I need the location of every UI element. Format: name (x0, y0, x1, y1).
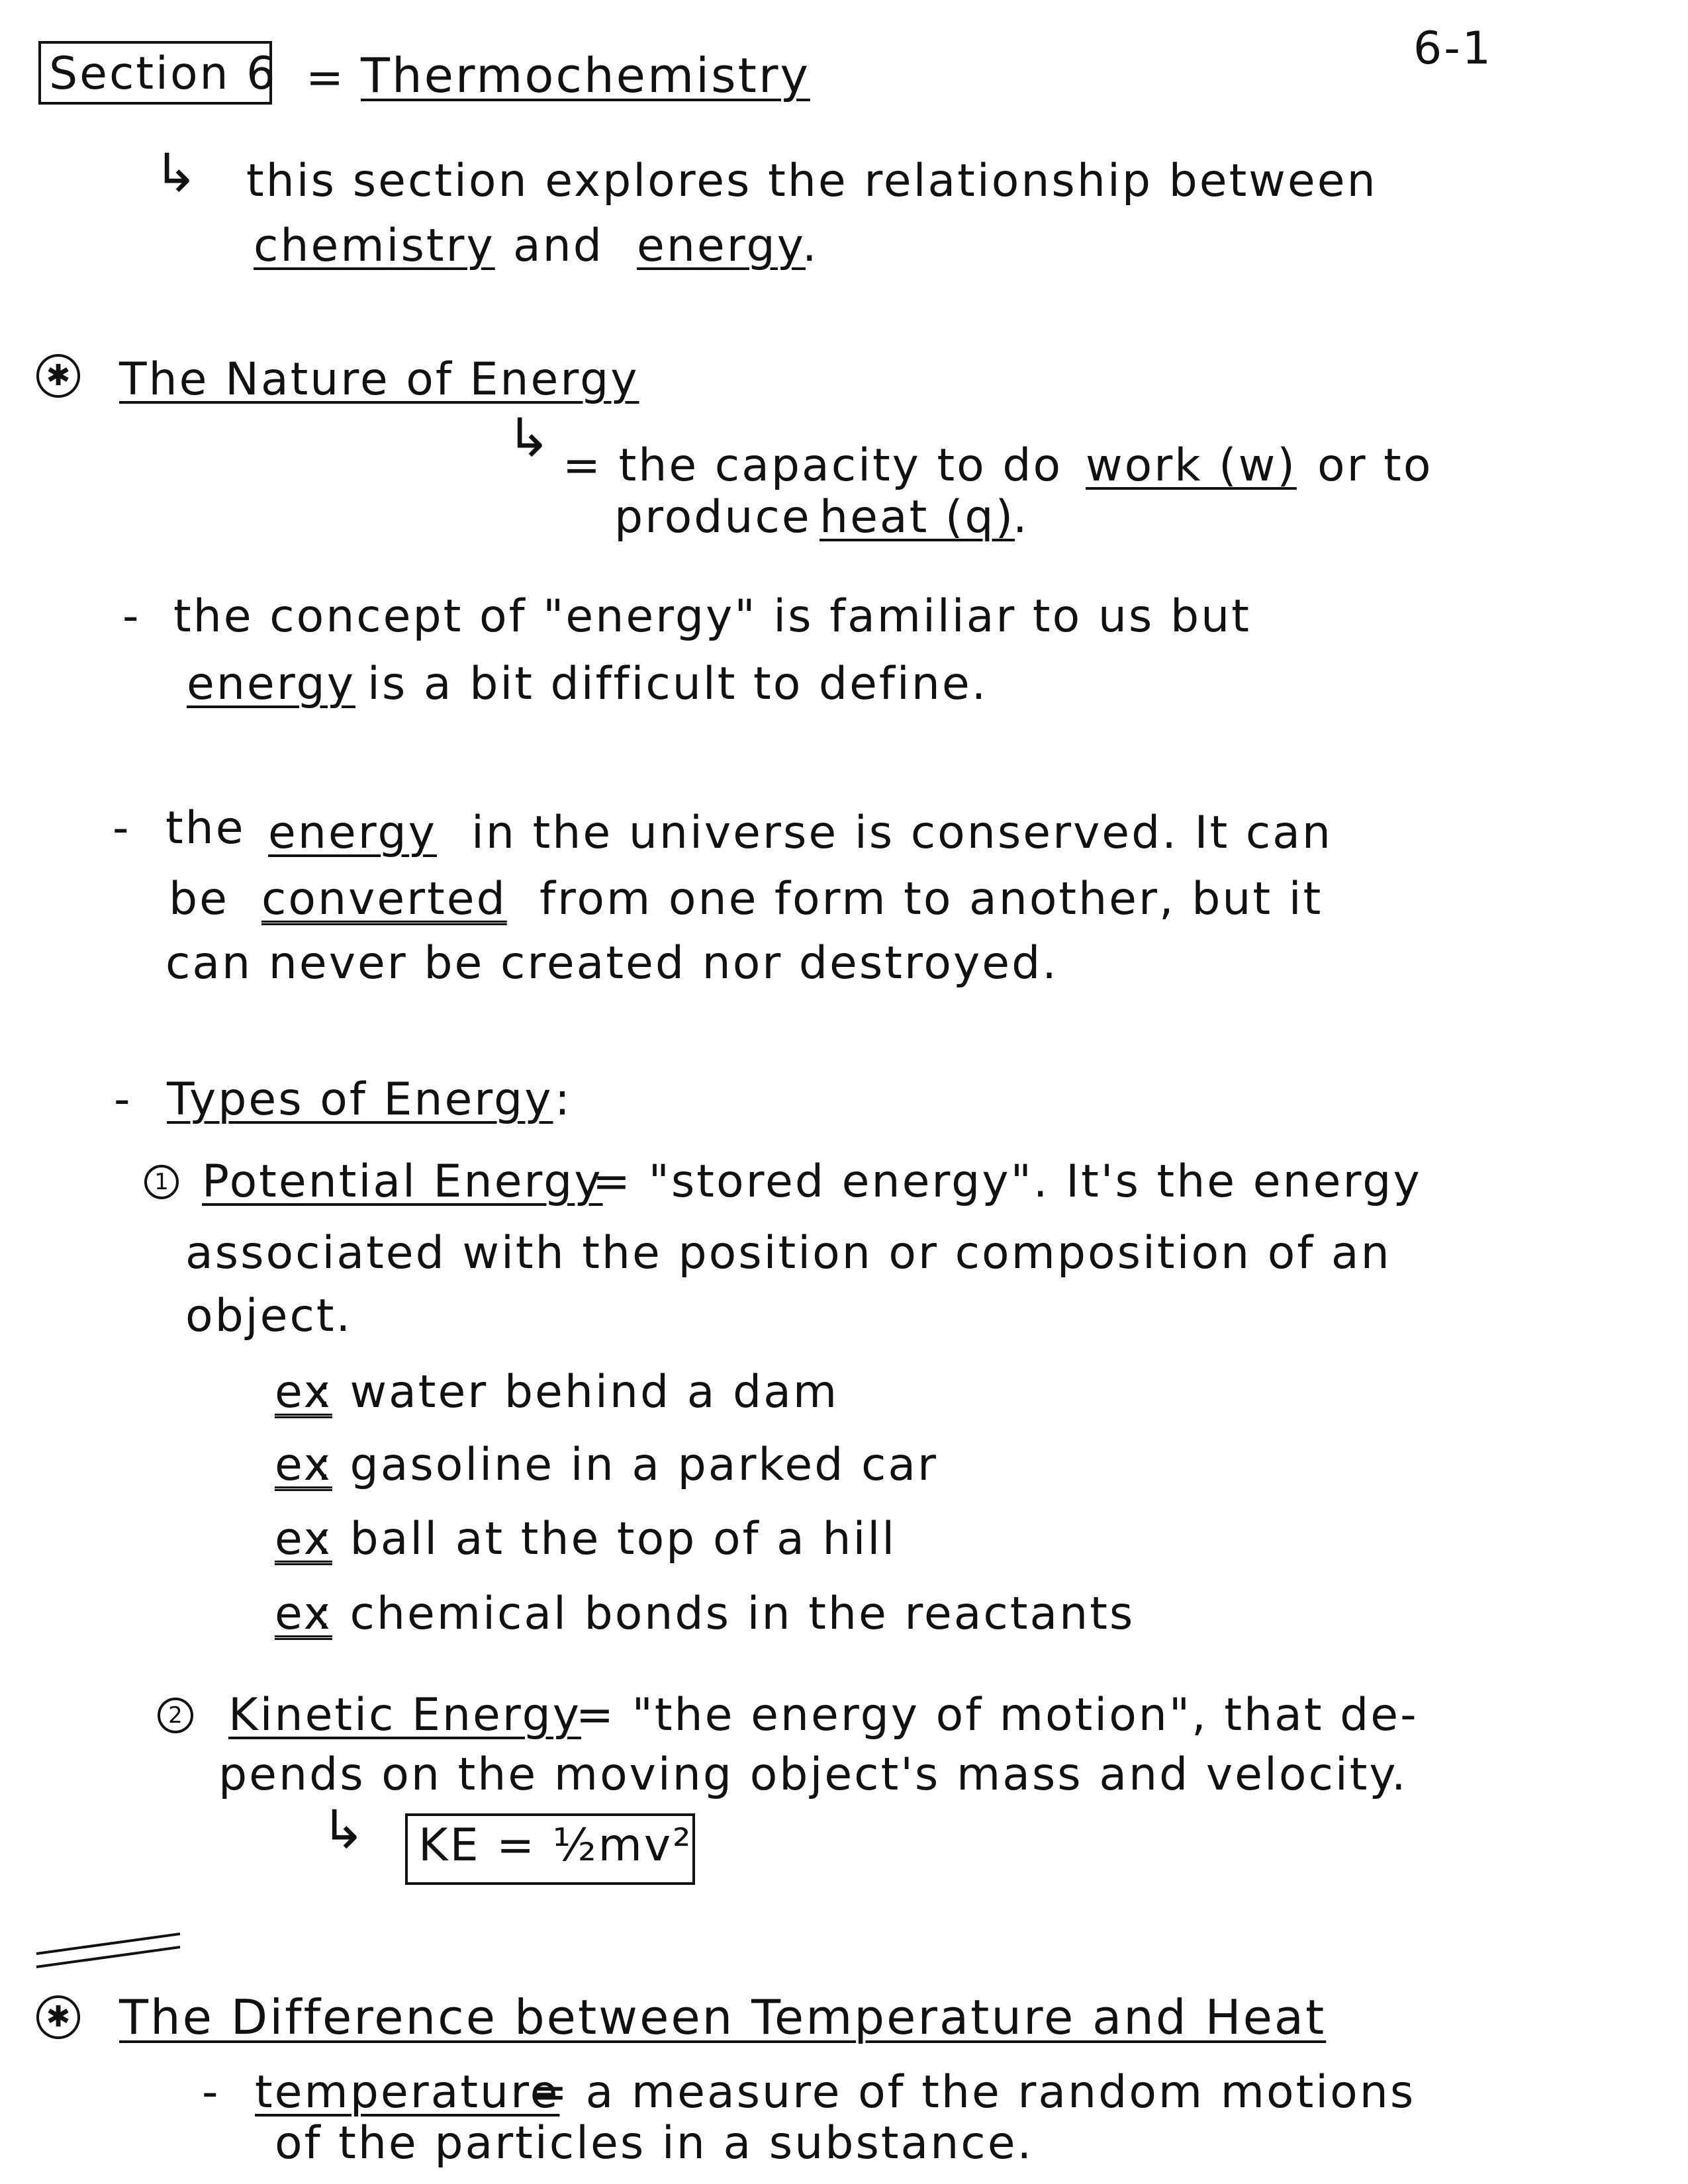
asterisk-bullet-icon: ✱ (36, 1995, 80, 2039)
conservation-converted: converted (261, 873, 507, 925)
difference-heading: The Difference between Temperature and Heat (119, 1989, 1327, 2045)
conservation-line3: can never be created nor destroyed. (165, 937, 1058, 989)
potential-def-line1: = "stored energy". It's the energy (592, 1156, 1422, 1208)
potential-def-line2: associated with the position or composition of an (185, 1227, 1391, 1279)
nature-def-end: . (1013, 491, 1029, 543)
types-colon: : (555, 1073, 572, 1126)
nature-def-mid: or to (1317, 439, 1433, 492)
kinetic-formula: KE = ½mv² (418, 1819, 693, 1872)
intro-line: this section explores the relationship between (246, 155, 1378, 207)
nature-produce: produce (614, 491, 812, 543)
types-heading: Types of Energy (167, 1073, 553, 1126)
nature-heat: heat (q) (820, 491, 1015, 543)
section-label: Section 6 (49, 48, 277, 100)
nature-heading: The Nature of Energy (119, 353, 639, 406)
example-marker: ex (275, 1439, 332, 1491)
example-marker: ex (275, 1513, 332, 1565)
intro-chemistry: chemistry (254, 220, 495, 272)
concept-line2: is a bit difficult to define. (367, 658, 988, 710)
kinetic-def-line1: = "the energy of motion", that de- (576, 1689, 1419, 1741)
potential-def-line3: object. (185, 1290, 353, 1342)
example-text: : water behind a dam (316, 1366, 839, 1418)
temperature-term: temperature (255, 2066, 560, 2118)
example-marker: ex (275, 1366, 332, 1418)
concept-line1: the concept of "energy" is familiar to us but (173, 590, 1251, 643)
asterisk-bullet-icon: ✱ (36, 354, 80, 398)
concept-dash: - (122, 590, 141, 643)
example-text: : ball at the top of a hill (316, 1513, 897, 1565)
temperature-def-line2: of the particles in a substance. (275, 2117, 1034, 2169)
kinetic-term: Kinetic Energy (228, 1689, 582, 1741)
nature-def-pre: = the capacity to do (563, 439, 1063, 492)
example-text: : gasoline in a parked car (316, 1439, 938, 1491)
example-marker: ex (275, 1588, 332, 1640)
intro-period: . (802, 220, 819, 272)
conservation-energy: energy (268, 807, 437, 859)
number-two-icon: 2 (158, 1698, 193, 1733)
conservation-line2-pre: be (169, 873, 229, 925)
kinetic-def-line2: pends on the moving object's mass and velocity. (218, 1749, 1408, 1801)
conservation-dash: - (113, 802, 131, 854)
page-number: 6-1 (1413, 23, 1493, 75)
number-one-icon: 1 (144, 1165, 179, 1199)
conservation-line1-pre: the (165, 802, 246, 854)
difference-dash: - (202, 2066, 220, 2118)
page-title: Thermochemistry (361, 48, 811, 103)
types-dash: - (114, 1073, 132, 1126)
example-text: : chemical bonds in the reactants (316, 1588, 1135, 1640)
potential-term: Potential Energy (202, 1156, 603, 1208)
nature-arrow: ↳ (506, 407, 553, 469)
conservation-line1-post: in the universe is conserved. It can (471, 807, 1333, 859)
intro-arrow: ↳ (154, 142, 201, 204)
nature-work: work (w) (1086, 439, 1297, 492)
conservation-line2-post: from one form to another, but it (539, 873, 1323, 925)
temperature-def-line1: = a measure of the random motions (530, 2066, 1416, 2118)
kinetic-arrow: ↳ (321, 1799, 368, 1860)
concept-energy: energy (187, 658, 355, 710)
intro-energy: energy (637, 220, 806, 272)
header-equals: = (306, 52, 346, 104)
intro-and: and (513, 220, 604, 272)
